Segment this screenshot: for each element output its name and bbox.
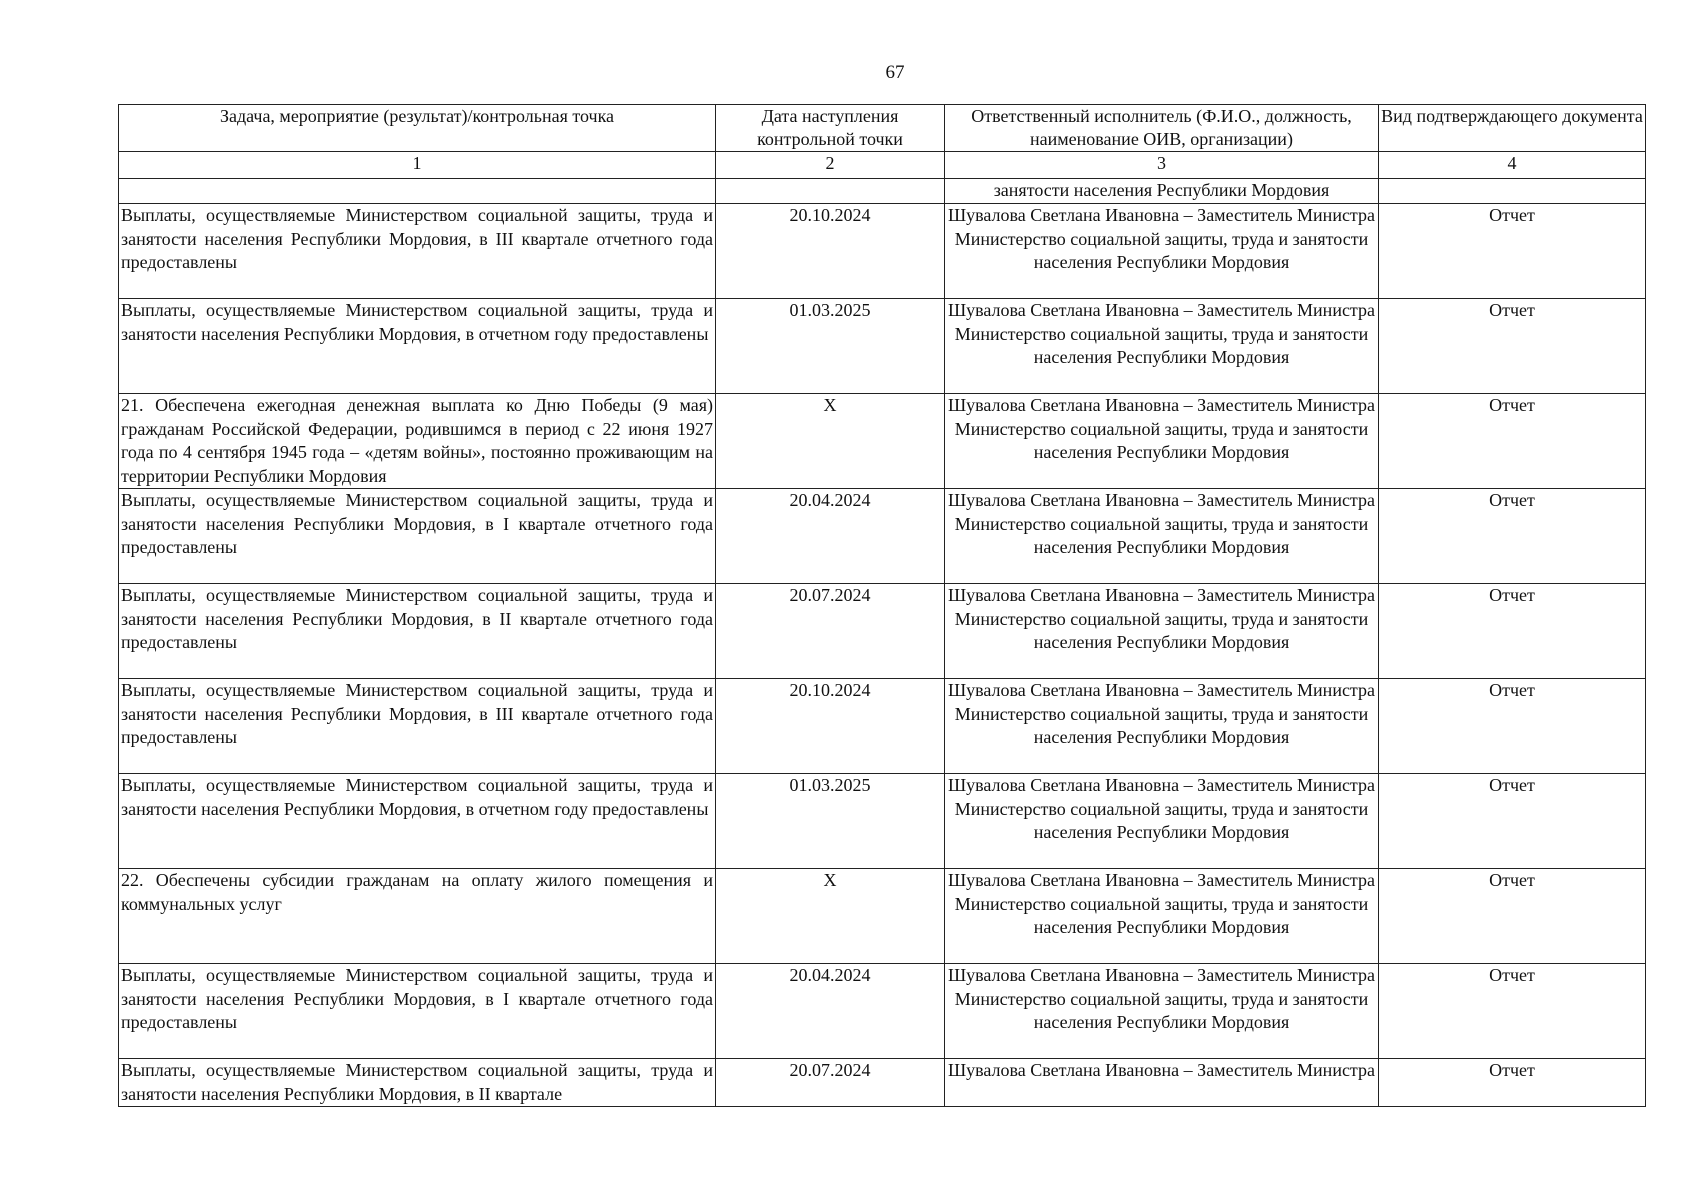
responsible-organization: Министерство социальной защиты, труда и занятости населения Республики Мордовия	[954, 893, 1369, 937]
date-cell: 20.07.2024	[716, 1059, 945, 1107]
table-body	[119, 179, 1646, 1107]
header-responsible: Ответственный исполнитель (Ф.И.О., должность, наименование ОИВ, организации)	[945, 105, 1379, 152]
task-cell: Выплаты, осуществляемые Министерством социальной защиты, труда и занятости населения Республики Мордовия, в I квартале отчетного года предоставлены	[119, 489, 716, 584]
responsible-cell	[945, 679, 1379, 774]
table-row	[119, 299, 1646, 394]
table-row	[119, 774, 1646, 869]
date-cell	[716, 179, 945, 204]
table-row	[119, 489, 1646, 584]
document-cell: Отчет	[1379, 489, 1646, 584]
responsible-person: Шувалова Светлана Ивановна – Заместитель Министра	[947, 300, 1376, 320]
column-number: 3	[945, 152, 1379, 179]
responsible-cell	[945, 964, 1379, 1059]
task-cell: Выплаты, осуществляемые Министерством социальной защиты, труда и занятости населения Республики Мордовия, в II квартале отчетного года предоставлены	[119, 584, 716, 679]
table-row	[119, 204, 1646, 299]
document-cell: Отчет	[1379, 394, 1646, 489]
responsible-person: Шувалова Светлана Ивановна – Заместитель Министра	[947, 965, 1376, 985]
responsible-organization: Министерство социальной защиты, труда и занятости населения Республики Мордовия	[954, 228, 1369, 272]
task-cell: Выплаты, осуществляемые Министерством социальной защиты, труда и занятости населения Республики Мордовия, в II квартале	[119, 1059, 716, 1107]
responsible-cell	[945, 774, 1379, 869]
task-cell: Выплаты, осуществляемые Министерством социальной защиты, труда и занятости населения Республики Мордовия, в I квартале отчетного года предоставлены	[119, 964, 716, 1059]
responsible-organization: Министерство социальной защиты, труда и занятости населения Республики Мордовия	[954, 703, 1369, 747]
responsible-person: Шувалова Светлана Ивановна – Заместитель Министра	[947, 395, 1376, 415]
responsible-organization: Министерство социальной защиты, труда и занятости населения Республики Мордовия	[954, 988, 1369, 1032]
responsible-cell	[945, 204, 1379, 299]
control-points-table	[118, 104, 1646, 1107]
column-number: 1	[119, 152, 716, 179]
date-cell: X	[716, 394, 945, 489]
responsible-cell	[945, 584, 1379, 679]
responsible-cell	[945, 1059, 1379, 1107]
task-cell: 22. Обеспечены субсидии гражданам на оплату жилого помещения и коммунальных услуг	[119, 869, 716, 964]
table-row	[119, 394, 1646, 489]
table-row	[119, 869, 1646, 964]
document-cell: Отчет	[1379, 1059, 1646, 1107]
responsible-cell	[945, 489, 1379, 584]
date-cell: 01.03.2025	[716, 299, 945, 394]
page-number: 67	[885, 62, 905, 83]
responsible-person: Шувалова Светлана Ивановна – Заместитель Министра	[947, 490, 1376, 510]
document-cell: Отчет	[1379, 964, 1646, 1059]
table-row	[119, 584, 1646, 679]
header-document: Вид подтверждающего документа	[1379, 105, 1646, 152]
document-cell: Отчет	[1379, 204, 1646, 299]
document-cell: Отчет	[1379, 679, 1646, 774]
responsible-organization: Министерство социальной защиты, труда и занятости населения Республики Мордовия	[954, 323, 1369, 367]
date-cell: X	[716, 869, 945, 964]
responsible-organization: Министерство социальной защиты, труда и занятости населения Республики Мордовия	[954, 608, 1369, 652]
table-header-row	[119, 105, 1646, 152]
responsible-person: Шувалова Светлана Ивановна – Заместитель Министра	[947, 205, 1376, 225]
task-cell: 21. Обеспечена ежегодная денежная выплата ко Дню Победы (9 мая) гражданам Российской Федерации, родившимся в период с 22 июня 1927 года по 4 сентября 1945 года – «детям войны», постоянно проживающим на территории Республики Мордовия	[119, 394, 716, 489]
responsible-cell	[945, 299, 1379, 394]
date-cell: 20.07.2024	[716, 584, 945, 679]
date-cell: 20.10.2024	[716, 679, 945, 774]
table-row	[119, 179, 1646, 204]
responsible-cell	[945, 869, 1379, 964]
document-cell: Отчет	[1379, 774, 1646, 869]
table-row	[119, 1059, 1646, 1107]
task-cell: Выплаты, осуществляемые Министерством социальной защиты, труда и занятости населения Республики Мордовия, в III квартале отчетного года предоставлены	[119, 679, 716, 774]
task-cell: Выплаты, осуществляемые Министерством социальной защиты, труда и занятости населения Республики Мордовия, в III квартале отчетного года предоставлены	[119, 204, 716, 299]
document-cell: Отчет	[1379, 584, 1646, 679]
document-cell	[1379, 179, 1646, 204]
document-cell: Отчет	[1379, 299, 1646, 394]
date-cell: 01.03.2025	[716, 774, 945, 869]
responsible-person: Шувалова Светлана Ивановна – Заместитель Министра	[947, 870, 1376, 890]
task-cell	[119, 179, 716, 204]
task-cell: Выплаты, осуществляемые Министерством социальной защиты, труда и занятости населения Республики Мордовия, в отчетном году предоставлены	[119, 299, 716, 394]
responsible-person: Шувалова Светлана Ивановна – Заместитель Министра	[947, 1060, 1376, 1080]
column-number: 4	[1379, 152, 1646, 179]
responsible-organization: Министерство социальной защиты, труда и занятости населения Республики Мордовия	[954, 418, 1369, 462]
header-task: Задача, мероприятие (результат)/контрольная точка	[119, 105, 716, 152]
table-row	[119, 679, 1646, 774]
header-date: Дата наступления контрольной точки	[716, 105, 945, 152]
date-cell: 20.04.2024	[716, 964, 945, 1059]
responsible-person: Шувалова Светлана Ивановна – Заместитель Министра	[947, 775, 1376, 795]
task-cell: Выплаты, осуществляемые Министерством социальной защиты, труда и занятости населения Республики Мордовия, в отчетном году предоставлены	[119, 774, 716, 869]
responsible-organization: Министерство социальной защиты, труда и занятости населения Республики Мордовия	[954, 513, 1369, 557]
responsible-organization: Министерство социальной защиты, труда и занятости населения Республики Мордовия	[954, 798, 1369, 842]
responsible-cell: занятости населения Республики Мордовия	[945, 179, 1379, 204]
responsible-person: Шувалова Светлана Ивановна – Заместитель Министра	[947, 585, 1376, 605]
column-number: 2	[716, 152, 945, 179]
date-cell: 20.10.2024	[716, 204, 945, 299]
document-cell: Отчет	[1379, 869, 1646, 964]
date-cell: 20.04.2024	[716, 489, 945, 584]
column-number-row	[119, 152, 1646, 179]
responsible-cell	[945, 394, 1379, 489]
table-row	[119, 964, 1646, 1059]
responsible-person: Шувалова Светлана Ивановна – Заместитель Министра	[947, 680, 1376, 700]
